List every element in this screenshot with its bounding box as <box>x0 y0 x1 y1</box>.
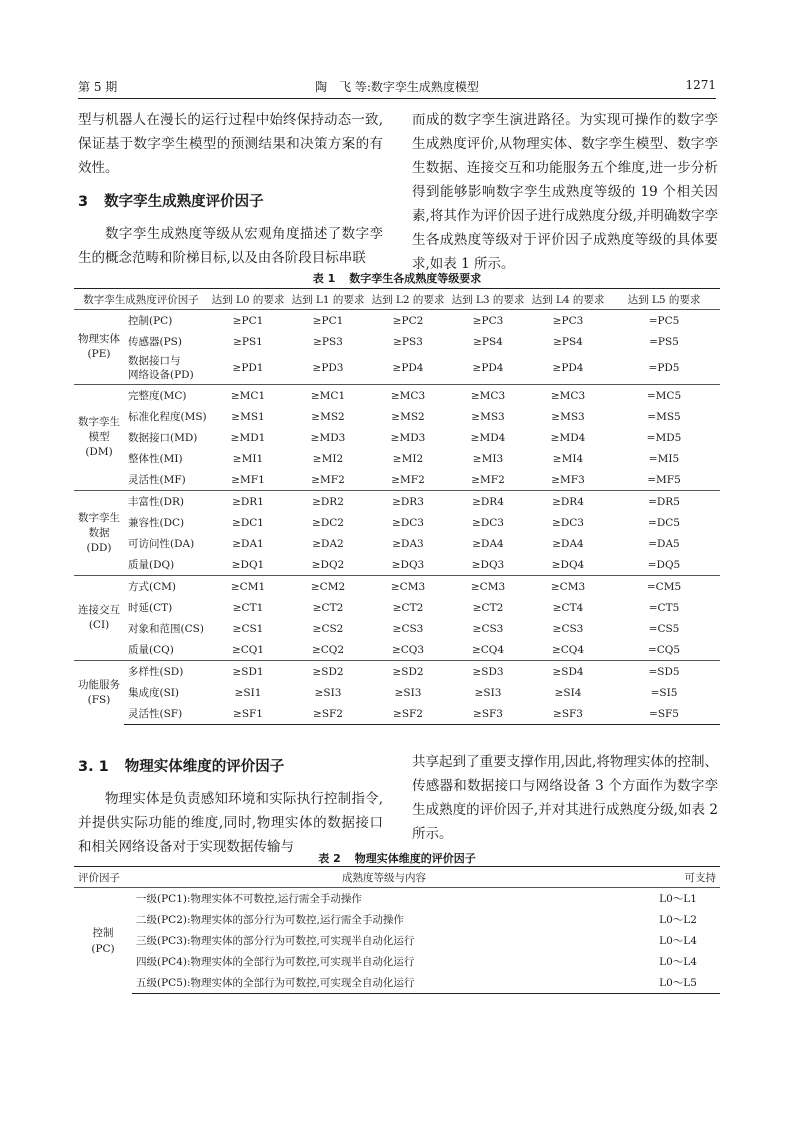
requirement-cell: ≥PC3 <box>528 310 608 332</box>
factor-cell: 标准化程度(MS) <box>128 411 207 423</box>
dimension-cell <box>74 385 124 491</box>
dimension-label-line: 物理实体 <box>78 333 120 345</box>
table-row <box>74 469 720 491</box>
table-row <box>74 554 720 576</box>
requirement-cell: ≥PS4 <box>553 335 583 348</box>
physical-entity-factor-table <box>74 866 720 994</box>
requirement-cell: =MI5 <box>648 452 680 465</box>
factor-cell: 整体性(MI) <box>128 453 183 465</box>
requirement-cell: ≥DQ3 <box>471 558 505 571</box>
requirement-cell: ≥MI4 <box>552 452 584 465</box>
table-row <box>74 533 720 554</box>
table-row <box>74 576 720 598</box>
requirement-cell: ≥SD4 <box>528 661 608 683</box>
requirement-cell: ≥CS2 <box>312 622 344 635</box>
requirement-cell: ≥PD3 <box>312 362 344 374</box>
factor-cell: 可访问性(DA) <box>128 538 195 550</box>
requirement-cell: ≥DA2 <box>312 537 344 550</box>
requirement-cell: =MS5 <box>647 410 681 423</box>
factor-cell: 丰富性(DR) <box>124 491 208 513</box>
support-range-cell: L0～L5 <box>636 972 720 994</box>
subsection-number: 3. 1 <box>78 759 109 775</box>
requirement-cell: ≥DA4 <box>552 537 584 550</box>
requirement-cell: ≥SD3 <box>448 661 528 683</box>
requirement-cell: ≥SI3 <box>394 686 422 699</box>
requirement-cell: ≥PC2 <box>368 310 448 332</box>
requirement-cell: ≥DR4 <box>528 491 608 513</box>
table2-label: 表 2 <box>318 852 341 865</box>
requirement-cell: ≥CT2 <box>392 601 424 614</box>
table-row <box>74 352 720 385</box>
requirement-cell: ≥DR1 <box>208 491 288 513</box>
table-row <box>74 406 720 427</box>
requirement-cell: ≥MI2 <box>312 452 344 465</box>
dimension-label-line: 模型 <box>88 431 110 443</box>
dimension-label-line: (FS) <box>87 693 111 706</box>
table2-header-factor: 评价因子 <box>74 867 132 888</box>
requirement-cell: ≥SD1 <box>208 661 288 683</box>
requirement-cell: ≥MI3 <box>472 452 504 465</box>
requirement-cell: =CQ5 <box>647 643 681 656</box>
requirement-cell: ≥SF3 <box>528 703 608 725</box>
requirement-cell: ≥MD4 <box>550 431 586 444</box>
factor-label-line: 数据接口与 <box>128 355 181 367</box>
requirement-cell: ≥MD4 <box>470 431 506 444</box>
factor-cell: 灵活性(SF) <box>124 703 208 725</box>
t1-header-factor: 数字孪生成熟度评价因子 <box>74 289 208 310</box>
factor-cell: 兼容性(DC) <box>128 517 185 529</box>
requirement-cell: =CS5 <box>648 622 680 635</box>
requirement-cell: ≥MS1 <box>231 410 265 423</box>
requirement-cell: ≥SI1 <box>234 686 262 699</box>
table-row <box>74 639 720 661</box>
factor-cell: 灵活性(MF) <box>128 474 186 486</box>
factor-group-line: 控制 <box>92 926 114 939</box>
subsection-title: 物理实体维度的评价因子 <box>124 759 285 775</box>
left-column-top <box>78 108 383 270</box>
table-row <box>74 310 720 332</box>
dimension-label-line: 数据 <box>88 526 110 539</box>
table-row <box>74 512 720 533</box>
requirement-cell: ≥PS3 <box>393 335 423 348</box>
factor-cell: 时延(CT) <box>128 602 173 614</box>
requirement-cell: ≥DC3 <box>392 516 424 529</box>
requirement-cell: =DR5 <box>608 491 720 513</box>
requirement-cell: =CM5 <box>608 576 720 598</box>
dimension-label-line: (PE) <box>87 348 111 360</box>
requirement-cell: ≥DA1 <box>232 537 264 550</box>
table-row <box>74 972 720 994</box>
requirement-cell: ≥DQ4 <box>551 558 585 571</box>
requirement-cell: ≥CT4 <box>552 601 584 614</box>
requirement-cell: ≥MC3 <box>448 385 528 407</box>
requirement-cell: ≥SI4 <box>554 686 582 699</box>
requirement-cell: ≥DR3 <box>368 491 448 513</box>
requirement-cell: ≥DQ1 <box>231 558 265 571</box>
dimension-label-line: (CI) <box>88 619 110 631</box>
requirement-cell: ≥DA4 <box>472 537 504 550</box>
requirement-cell: ≥MC1 <box>288 385 368 407</box>
right-column-top <box>412 108 718 276</box>
requirement-cell: ≥SF3 <box>448 703 528 725</box>
table-row <box>74 427 720 448</box>
requirement-cell: ≥PS4 <box>473 335 503 348</box>
table-row <box>74 597 720 618</box>
requirement-cell: =DQ5 <box>647 558 681 571</box>
requirement-cell: =SI5 <box>650 686 678 699</box>
table2-header-support: 可支持 <box>636 867 720 888</box>
requirement-cell: ≥DC3 <box>552 516 584 529</box>
t1-header-level: 达到 L5 的要求 <box>608 289 720 310</box>
level-description-cell: 五级(PC5):物理实体的全部行为可数控,可实现全自动化运行 <box>132 972 636 994</box>
requirement-cell: =DC5 <box>648 516 680 529</box>
t1-header-level: 达到 L3 的要求 <box>448 289 528 310</box>
factor-cell: 方式(CM) <box>124 576 208 598</box>
requirement-cell: ≥MD3 <box>390 431 426 444</box>
requirement-cell: ≥CS3 <box>552 622 584 635</box>
requirement-cell: ≥PS3 <box>313 335 343 348</box>
factor-cell: 控制(PC) <box>124 310 208 332</box>
requirement-cell: ≥DR2 <box>288 491 368 513</box>
t1-header-level: 达到 L2 的要求 <box>368 289 448 310</box>
requirement-cell: ≥DC1 <box>232 516 264 529</box>
table2-header-content: 成熟度等级与内容 <box>132 867 636 888</box>
requirement-cell: ≥DQ2 <box>311 558 345 571</box>
requirement-cell: =MC5 <box>608 385 720 407</box>
running-title: 陶 飞 等:数字孪生成熟度模型 <box>315 80 479 94</box>
requirement-cell: =MF5 <box>647 473 681 486</box>
section-heading-3 <box>78 190 383 214</box>
requirement-cell: =DA5 <box>648 537 680 550</box>
table-row <box>74 385 720 407</box>
table-row <box>74 703 720 725</box>
table-row <box>74 888 720 910</box>
requirement-cell: ≥MS3 <box>471 410 505 423</box>
support-range-cell: L0～L4 <box>659 956 697 968</box>
dimension-cell <box>74 661 124 725</box>
level-description-cell: 三级(PC3):物理实体的部分行为可数控,可实现半自动化运行 <box>136 935 415 947</box>
paragraph: 数字孪生成熟度等级从宏观角度描述了数字孪生的概念范畴和阶梯目标,以及由各阶段目标串联 <box>78 226 383 266</box>
factor-cell <box>124 352 208 385</box>
table-row <box>74 618 720 639</box>
requirement-cell: ≥CS3 <box>392 622 424 635</box>
factor-cell: 质量(DQ) <box>128 559 175 571</box>
requirement-cell: ≥CM2 <box>288 576 368 598</box>
dimension-cell <box>74 310 124 385</box>
table-row <box>74 448 720 469</box>
requirement-cell: ≥MS3 <box>551 410 585 423</box>
requirement-cell: ≥DR4 <box>448 491 528 513</box>
table-row <box>74 909 720 930</box>
requirement-cell: ≥CM1 <box>208 576 288 598</box>
requirement-cell: =PC5 <box>608 310 720 332</box>
factor-cell: 集成度(SI) <box>128 687 180 699</box>
level-description-cell: 一级(PC1):物理实体不可数控,运行需全手动操作 <box>136 893 362 905</box>
subsection-heading <box>78 755 383 779</box>
requirement-cell: ≥MD1 <box>230 431 266 444</box>
requirement-cell: ≥MC3 <box>368 385 448 407</box>
table1-label: 表 1 <box>312 272 336 285</box>
paragraph: 而成的数字孪生演进路径。为实现可操作的数字孪生成熟度评价,从物理实体、数字孪生模型、数字孪生数据、连接交互和功能服务五个维度,进一步分析得到能够影响数字孪生成熟度等级的 19 个相关因素,将其作为评价因子进行成熟度分级,并明确数字孪生各成熟度等级对于评价因子成熟度等级的具体要求,如表 1 所示。 <box>412 112 718 272</box>
factor-cell: 多样性(SD) <box>124 661 208 683</box>
requirement-cell: ≥CS3 <box>472 622 504 635</box>
requirement-cell: ≥PD1 <box>232 362 264 374</box>
requirement-cell: ≥PD4 <box>472 362 504 374</box>
table-row <box>74 951 720 972</box>
requirement-cell: ≥MI2 <box>392 452 424 465</box>
requirement-cell: ≥MC3 <box>528 385 608 407</box>
requirement-cell: ≥DQ3 <box>391 558 425 571</box>
factor-cell: 传感器(PS) <box>128 336 182 348</box>
requirement-cell: ≥PC1 <box>208 310 288 332</box>
requirement-cell: ≥SD2 <box>288 661 368 683</box>
factor-group-line: (PC) <box>91 942 115 955</box>
t1-header-level: 达到 L4 的要求 <box>528 289 608 310</box>
dimension-cell <box>74 491 124 576</box>
requirement-cell: ≥MF1 <box>231 473 265 486</box>
requirement-cell: ≥MS2 <box>311 410 345 423</box>
requirement-cell: ≥CS1 <box>232 622 264 635</box>
requirement-cell: ≥MC1 <box>208 385 288 407</box>
requirement-cell: ≥CM3 <box>368 576 448 598</box>
section-number: 3 <box>78 194 89 210</box>
requirement-cell: ≥SF1 <box>208 703 288 725</box>
dimension-label-line: (DM) <box>85 446 113 458</box>
dimension-label-line: (DD) <box>86 541 112 554</box>
section-title: 数字孪生成熟度评价因子 <box>104 194 264 210</box>
table-row <box>74 930 720 951</box>
requirement-cell: ≥DC3 <box>472 516 504 529</box>
requirement-cell: ≥SF2 <box>288 703 368 725</box>
requirement-cell: ≥CQ4 <box>471 643 505 656</box>
requirement-cell: ≥CQ1 <box>231 643 265 656</box>
factor-cell: 数据接口(MD) <box>128 432 198 444</box>
factor-cell: 质量(CQ) <box>128 644 174 656</box>
level-description-cell: 四级(PC4):物理实体的全部行为可数控,可实现半自动化运行 <box>136 956 415 968</box>
requirement-cell: ≥CQ2 <box>311 643 345 656</box>
dimension-label-line: 连接交互 <box>78 604 120 616</box>
requirement-cell: ≥CT1 <box>232 601 264 614</box>
left-column-bottom <box>78 745 383 859</box>
support-range-cell: L0～L2 <box>659 914 697 926</box>
requirement-cell: ≥DA3 <box>392 537 424 550</box>
requirement-cell: ≥MS2 <box>391 410 425 423</box>
right-column-bottom <box>412 750 718 846</box>
table-row <box>74 331 720 352</box>
maturity-requirements-table <box>74 288 720 725</box>
requirement-cell: =PD5 <box>648 362 680 374</box>
table-row <box>74 661 720 683</box>
requirement-cell: ≥SI3 <box>474 686 502 699</box>
requirement-cell: ≥PD4 <box>552 362 584 374</box>
requirement-cell: ≥CQ4 <box>551 643 585 656</box>
requirement-cell: =MD5 <box>646 431 682 444</box>
dimension-cell <box>74 576 124 661</box>
requirement-cell: ≥MI1 <box>232 452 264 465</box>
requirement-cell: ≥MF2 <box>471 473 505 486</box>
table2-caption <box>78 850 716 866</box>
factor-group-cell <box>74 888 132 994</box>
paragraph: 共享起到了重要支撑作用,因此,将物理实体的控制、传感器和数据接口与网络设备 3 个方面作为数字孪生成熟度的评价因子,并对其进行成熟度分级,如表 2 所示。 <box>412 754 718 842</box>
requirement-cell: ≥CM3 <box>448 576 528 598</box>
table2-title: 物理实体维度的评价因子 <box>354 852 476 865</box>
requirement-cell: ≥PC3 <box>448 310 528 332</box>
table1-caption <box>78 270 716 286</box>
requirement-cell: ≥SD2 <box>368 661 448 683</box>
factor-label-line: 网络设备(PD) <box>128 369 194 381</box>
factor-cell: 对象和范围(CS) <box>128 623 204 635</box>
requirement-cell: =PS5 <box>649 335 679 348</box>
requirement-cell: ≥MD3 <box>310 431 346 444</box>
page-number: 1271 <box>685 78 716 92</box>
support-range-cell: L0～L1 <box>659 893 697 905</box>
t1-header-level: 达到 L1 的要求 <box>288 289 368 310</box>
requirement-cell: ≥PS1 <box>233 335 263 348</box>
t1-header-level: 达到 L0 的要求 <box>208 289 288 310</box>
requirement-cell: ≥MF2 <box>311 473 345 486</box>
dimension-label-line: 功能服务 <box>78 678 120 691</box>
requirement-cell: ≥CM3 <box>528 576 608 598</box>
table-row <box>74 682 720 703</box>
dimension-label-line: 数字孪生 <box>78 416 120 428</box>
dimension-label-line: 数字孪生 <box>78 511 120 524</box>
requirement-cell: =CT5 <box>648 601 680 614</box>
table-row <box>74 491 720 513</box>
issue-number: 第 5 期 <box>78 80 118 94</box>
requirement-cell: ≥SF2 <box>368 703 448 725</box>
factor-cell: 完整度(MC) <box>124 385 208 407</box>
requirement-cell: ≥SI3 <box>314 686 342 699</box>
requirement-cell: ≥CT2 <box>472 601 504 614</box>
requirement-cell: =SD5 <box>608 661 720 683</box>
paragraph-continuation: 型与机器人在漫长的运行过程中始终保持动态一致,保证基于数字孪生模型的预测结果和决策方案的有效性。 <box>78 112 383 176</box>
requirement-cell: ≥CQ3 <box>391 643 425 656</box>
support-range-cell: L0～L4 <box>659 935 697 947</box>
running-header <box>78 76 716 99</box>
requirement-cell: ≥DC2 <box>312 516 344 529</box>
requirement-cell: ≥MF2 <box>391 473 425 486</box>
requirement-cell: ≥CT2 <box>312 601 344 614</box>
level-description-cell: 二级(PC2):物理实体的部分行为可数控,运行需全手动操作 <box>136 914 404 926</box>
requirement-cell: =SF5 <box>608 703 720 725</box>
table1-title: 数字孪生各成熟度等级要求 <box>349 272 482 285</box>
paragraph: 物理实体是负责感知环境和实际执行控制指令,并提供实际功能的维度,同时,物理实体的数据接口和相关网络设备对于实现数据传输与 <box>78 791 383 855</box>
requirement-cell: ≥PC1 <box>288 310 368 332</box>
requirement-cell: ≥PD4 <box>392 362 424 374</box>
requirement-cell: ≥MF3 <box>551 473 585 486</box>
